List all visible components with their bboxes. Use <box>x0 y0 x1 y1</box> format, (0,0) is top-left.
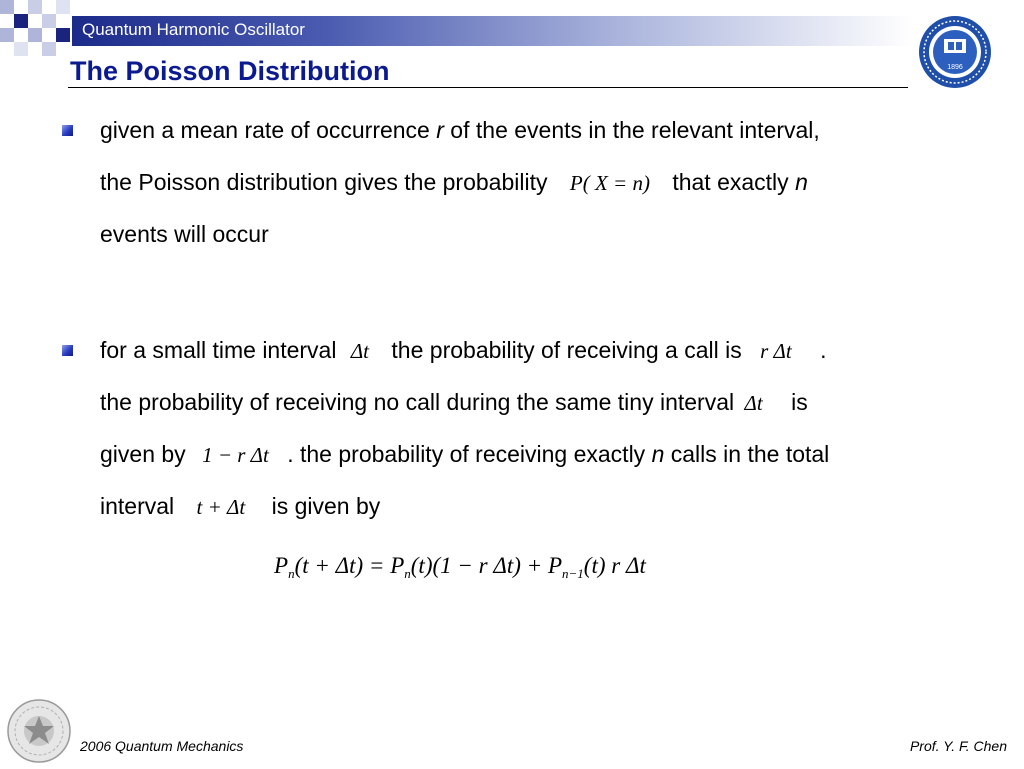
footer-course: 2006 Quantum Mechanics <box>80 738 244 754</box>
bullet2-line2: the probability of receiving no call during the same tiny interval Δt is <box>100 389 808 415</box>
corner-decoration-square <box>0 28 14 42</box>
math-delta-t: Δt <box>350 339 370 363</box>
seal-year: 1896 <box>947 64 963 71</box>
bullet2-line3: given by 1 − r Δt . the probability of receiving exactly n calls in the total <box>100 441 830 467</box>
corner-decoration-square <box>28 0 42 14</box>
corner-decoration-square <box>14 42 28 56</box>
corner-decoration-square <box>56 0 70 14</box>
math-one-minus-r-delta-t: 1 − r Δt <box>202 443 269 467</box>
footer-seal-logo <box>4 698 74 764</box>
course-title: Quantum Harmonic Oscillator <box>82 20 305 39</box>
corner-decoration-square <box>0 0 14 14</box>
math-delta-t: Δt <box>744 391 763 415</box>
corner-decoration-square <box>42 14 56 28</box>
corner-decoration-square <box>42 42 56 56</box>
math-p-x-equals-n: P( X = n) <box>569 171 650 195</box>
bullet2-line1: for a small time interval Δt the probability of receiving a call is r Δt . <box>100 337 827 363</box>
slide-title: The Poisson Distribution <box>70 56 390 86</box>
bullet-marker <box>62 125 73 136</box>
footer-author: Prof. Y. F. Chen <box>909 738 1007 754</box>
bullet2-line4: interval t + Δt is given by <box>100 493 381 519</box>
math-t-plus-delta-t: t + Δt <box>196 495 246 519</box>
bullet1-line1: given a mean rate of occurrence r of the events in the relevant interval, <box>100 117 820 143</box>
university-seal-logo <box>918 15 992 89</box>
title-divider <box>68 87 908 88</box>
corner-decoration-square <box>14 14 28 28</box>
math-r-delta-t: r Δt <box>760 339 792 363</box>
recurrence-equation: $P_n(t + \Delta t) = P_n(t)(1 - r$ $\Delta t) + P_{n-1}(t)$ r Δt <box>274 553 646 581</box>
bullet1-line3: events will occur <box>100 221 269 247</box>
corner-decoration-square <box>56 28 70 42</box>
bullet1-line2: the Poisson distribution gives the probability P( X = n) that exactly n <box>100 169 808 195</box>
bullet-marker <box>62 345 73 356</box>
corner-decoration-square <box>28 28 42 42</box>
